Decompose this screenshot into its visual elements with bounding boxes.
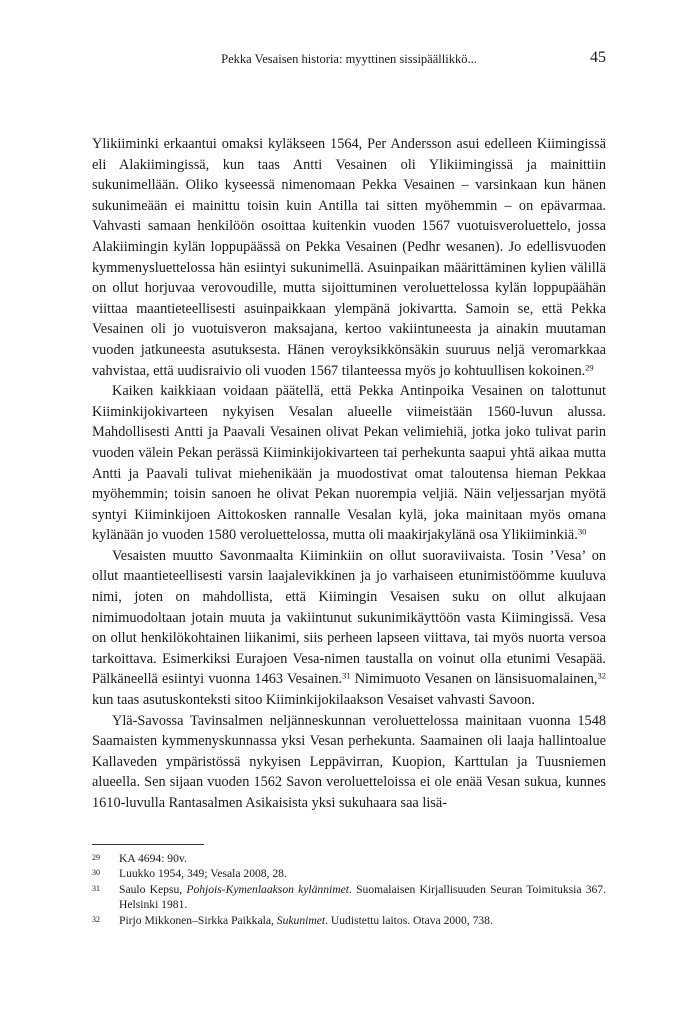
- footnote-text-italic: Pohjois-Kymenlaakson kylännimet: [186, 882, 349, 896]
- footnote-divider: [92, 844, 204, 845]
- paragraph-text: kun taas asutuskonteksti sitoo Kiiminkijokilaakson Vesaiset vahvasti Savoon.: [92, 692, 535, 709]
- footnote-text-italic: Sukunimet: [276, 913, 326, 927]
- footnote-ref-32[interactable]: 32: [597, 670, 606, 681]
- footnote-text-plain: Pirjo Mikkonen–Sirkka Paikkala,: [119, 913, 277, 927]
- footnote-text-plain: Saulo Kepsu,: [119, 882, 187, 896]
- page-number: 45: [590, 49, 606, 66]
- footnote-29: [92, 851, 606, 866]
- running-title: Pekka Vesaisen historia: myyttinen sissipäällikkö...: [221, 52, 477, 66]
- footnote-text-plain: Luukko 1954, 349; Vesala 2008, 28.: [119, 867, 287, 881]
- footnote-31: [92, 882, 606, 913]
- footnote-text-plain: . Suomalaisen Kirjallisuuden Seuran Toimituksia 367. Helsinki 1981.: [119, 882, 607, 912]
- footnote-ref-29[interactable]: 29: [585, 361, 594, 372]
- footnote-number: 29: [92, 853, 100, 862]
- paragraph-1: [92, 134, 606, 381]
- footnote-text-plain: KA 4694: 90v.: [119, 852, 187, 865]
- footnotes: [92, 844, 606, 928]
- paragraph-text: Ylikiiminki erkaantui omaksi kyläkseen 1564, Per Andersson asui edelleen Kiimingissä eli Alakiimingissä, kun taas Antti Vesainen oli Ylikiimingissä ja mainittiin sukunimellään. Oliko kyseessä nimenomaan Pekka Vesainen – varsinkaan kun hänen sukunimeään ei mainittu toisin kuin Antilla tai sitten myöhemmin – on epävarmaa. Vahvasti samaan henkilöön osoittaa kuitenkin vuoden 1567 vuotuisveroluettelo, jossa Alakiimingin kylän loppupäässä on Pekka Vesainen (Pedhr wesanen). Jo edellisvuoden kymmenysluettelossa hän esiintyi sukunimellä. Asuinpaikan määrittäminen kylien välillä on ollut horjuvaa verovoudille, mutta sijoittuminen veroluettelossa kylän loppupäähän viittaa maantieteellisesti asuinpaikkaan ylempänä jokivartta. Samoin se, että Pekka Vesainen oli jo vuotuisveron maksajana, kertoo vakiintuneesta ja ainakin muutaman vuoden jatkuneesta asutuksesta. Hänen veroyksikkönsäkin suuruus neljä veromarkkaa vahvistaa, että uudisraivio oli vuoden 1567 tilanteessa myös jo kohtuullisen kokoinen.: [92, 136, 606, 379]
- footnote-ref-30[interactable]: 30: [577, 526, 587, 537]
- footnote-number: 30: [92, 868, 100, 878]
- footnote-number: 31: [92, 883, 100, 893]
- footnote-text: [119, 913, 606, 928]
- footnote-text: [119, 851, 606, 866]
- paragraph-text: Nimimuoto Vesanen on länsisuomalainen,: [350, 671, 598, 688]
- footnote-ref-31[interactable]: 31: [342, 670, 351, 681]
- paragraph-4: [92, 711, 606, 814]
- footnote-text: [119, 882, 606, 913]
- paragraph-3: [92, 546, 606, 711]
- footnote-32: [92, 913, 606, 928]
- paragraph-text: Kaiken kaikkiaan voidaan päätellä, että Pekka Antinpoika Vesainen on talottunut Kiiminkijokivarteen nykyisen Vesalan alueelle viimeistään 1560-luvun alussa. Mahdollisesti Antti ja Paavali Vesainen olivat Pekan velimiehiä, jotka joko tulivat parin vuoden välein Pekan perässä Kiiminkijokivarteen tai perhekunta saapui yhtä aikaa mutta Antti ja Paavali tulivat miehenikään ja muodostivat omat taloutensa hieman Pekkaa myöhemmin; toisin sanoen he olivat Pekan nuorempia veljiä. Näin veljessarjan myötä syntyi Kiiminkijoen Aittokosken rannalle Vesalan kylä, joka mainitaan myös omana kylänään jo vuoden 1580 veroluettelossa, mutta oli maakirjakylänä osa Ylikiiminkiä.: [92, 383, 606, 544]
- paragraph-2: [92, 381, 606, 546]
- footnote-30: [92, 866, 606, 881]
- page-header: [92, 49, 606, 72]
- body-text: [92, 134, 606, 814]
- footnote-number: 32: [92, 914, 100, 924]
- paragraph-text: Ylä-Savossa Tavinsalmen neljänneskunnan veroluettelossa mainitaan vuonna 1548 Saamaisten kymmenyskunnassa yksi Vesan perhekunta. Saamainen oli laaja hallintoalue Kallaveden ympäristössä nykyisen Leppävirran, Kuopion, Karttulan ja Tuusniemen alueella. Sen sijaan vuoden 1562 Savon veroluetteloissa ei ole enää Vesan sukua, kunnes 1610-luvulla Rantasalmen Asikaisista yksi sukuhaara saa lisä-: [92, 712, 606, 811]
- paragraph-text: Vesaisten muutto Savonmaalta Kiiminkiin on ollut suoraviivaista. Tosin ’Vesa’ on ollut maantieteellisesti varsin laajalevikkinen ja jo varhaiseen etunimistöömme kuuluva nimi, joten on mahdollista, että Kiimingin Vesaisen suku on ollut alkujaan nimimuodoltaan jotain muuta ja vakiintunut sukunimikäyttöön vasta Kiimingissä. Vesa on ollut henkilökohtainen liikanimi, siis perheen lapseen viittava, tai myös nuorta versoa tarkoittava. Esimerkiksi Eurajoen Vesa-nimen taustalla on voinut olla etunimi Vesapää. Pälkäneellä esiintyi vuonna 1463 Vesainen.: [92, 547, 606, 688]
- footnote-text: [119, 866, 606, 881]
- footnote-text-plain: . Uudistettu laitos. Otava 2000, 738.: [325, 913, 493, 927]
